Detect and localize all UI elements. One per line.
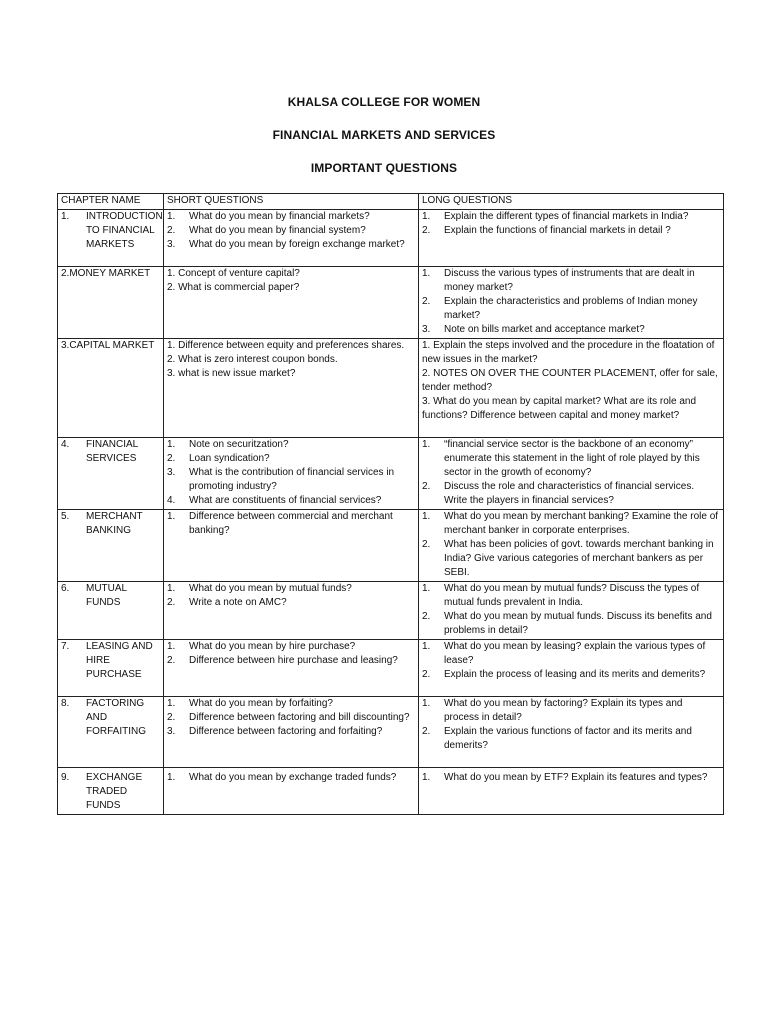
short-questions-cell [164,339,419,438]
long-questions-cell [419,267,724,339]
question-text: What do you mean by ETF? Explain its features and types? [444,772,708,783]
chapter-name [61,210,163,252]
question-text: What do you mean by mutual funds. Discuss its benefits and problems in detail? [444,611,712,636]
question-item [422,510,720,538]
question-number: 1. [422,511,431,522]
question-number: 3. [422,324,431,335]
question-number: 1. [422,268,431,279]
chapter-title: EXCHANGE TRADED FUNDS [86,772,143,811]
question-item [167,725,415,739]
question-text: What do you mean by hire purchase? [189,641,356,652]
chapter-number: 8. [61,698,70,709]
chapter-cell [58,210,164,267]
question-text: 1. Concept of venture capital? [167,268,300,279]
chapter-name [61,510,160,538]
question-text: What do you mean by financial system? [189,225,366,236]
table-row [58,339,724,438]
question-number: 2. [167,453,176,464]
chapter-title: MERCHANT BANKING [86,511,143,536]
short-questions-cell [164,582,419,640]
table-row [58,438,724,510]
question-text: What are constituents of financial services? [189,495,382,506]
question-item [167,452,415,466]
chapter-title: MUTUAL FUNDS [86,583,127,608]
chapter-number: 6. [61,583,70,594]
long-questions-cell [419,640,724,697]
question-number: 1. [422,698,431,709]
chapter-cell [58,582,164,640]
question-item [422,480,720,508]
chapter-title: INTRODUCTION TO FINANCIAL MARKETS [86,211,163,250]
chapter-number: 9. [61,772,70,783]
question-number: 1. [422,772,431,783]
question-text: 2. What is zero interest coupon bonds. [167,354,338,365]
long-questions-cell [419,438,724,510]
question-number: 2. [167,655,176,666]
chapter-number: 1. [61,211,70,222]
question-item [422,538,720,580]
table-row [58,697,724,768]
short-questions-cell [164,697,419,768]
question-text: Discuss the various types of instruments that are dealt in money market? [444,268,695,293]
question-item [422,438,720,480]
chapter-cell [58,697,164,768]
question-item [167,582,415,596]
question-item [167,224,415,238]
chapter-number: 4. [61,439,70,450]
question-text: Loan syndication? [189,453,270,464]
question-text: Note on securitzation? [189,439,289,450]
long-questions-cell [419,339,724,438]
question-text: Write a note on AMC? [189,597,287,608]
long-questions-cell [419,697,724,768]
question-number: 2. [422,669,431,680]
question-number: 1. [167,641,176,652]
chapter-name [61,771,160,813]
question-text: Difference between factoring and forfaiting? [189,726,383,737]
question-item [167,494,415,508]
chapter-title: 2.MONEY MARKET [61,268,151,279]
question-text: Explain the process of leasing and its merits and demerits? [444,669,706,680]
chapter-cell [58,267,164,339]
question-number: 1. [422,439,431,450]
question-number: 1. [167,698,176,709]
question-number: 2. [422,539,431,550]
question-item [422,725,720,753]
question-item [422,323,720,337]
question-item [422,697,720,725]
question-item [422,771,720,785]
question-number: 3. [167,467,176,478]
question-item [167,771,415,785]
question-item [167,466,415,494]
question-item [422,295,720,323]
short-questions-cell [164,438,419,510]
short-questions-cell [164,768,419,815]
question-text: Note on bills market and acceptance market? [444,324,645,335]
chapter-title: LEASING AND HIRE PURCHASE [86,641,153,680]
chapter-name [61,640,160,682]
table-header-row [58,194,724,210]
question-item [422,640,720,668]
question-item [167,438,415,452]
question-number: 1. [167,511,176,522]
question-text: What do you mean by mutual funds? Discuss the types of mutual funds prevalent in India. [444,583,700,608]
question-number: 2. [422,611,431,622]
chapter-name [61,438,160,466]
question-text: Difference between factoring and bill discounting? [189,712,410,723]
question-text: Difference between commercial and merchant banking? [189,511,393,536]
chapter-name [61,582,160,610]
question-number: 1. [422,641,431,652]
question-text: What do you mean by merchant banking? Examine the role of merchant banker in corporate enterprises. [444,511,719,536]
table-row [58,640,724,697]
question-number: 1. [167,583,176,594]
table-row [58,510,724,582]
column-header-chapter: CHAPTER NAME [58,194,164,210]
question-text: Difference between hire purchase and leasing? [189,655,398,666]
question-text: 2. NOTES ON OVER THE COUNTER PLACEMENT, offer for sale, tender method? [422,368,718,393]
question-text: Explain the various functions of factor and its merits and demerits? [444,726,692,751]
question-item [422,610,720,638]
long-questions-cell [419,210,724,267]
question-text: What has been policies of govt. towards merchant banking in India? Give various categories of merchant bankers as per SEBI. [444,539,714,578]
table-row [58,210,724,267]
question-item [422,582,720,610]
question-item [422,267,720,295]
long-questions-cell [419,582,724,640]
table-row [58,267,724,339]
question-number: 2. [167,712,176,723]
short-questions-cell [164,210,419,267]
question-text: What do you mean by financial markets? [189,211,370,222]
chapter-number: 7. [61,641,70,652]
question-item [422,668,720,682]
question-number: 2. [422,726,431,737]
chapter-number: 5. [61,511,70,522]
question-text: 3. what is new issue market? [167,368,296,379]
question-item [167,596,415,610]
chapter-name [61,697,160,739]
question-item [167,510,415,538]
chapter-cell [58,339,164,438]
question-text: 1. Explain the steps involved and the procedure in the floatation of new issues in the market? [422,340,715,365]
short-questions-cell [164,267,419,339]
question-number: 1. [167,772,176,783]
question-number: 1. [167,439,176,450]
short-questions-cell [164,510,419,582]
table-row [58,582,724,640]
page-title: IMPORTANT QUESTIONS [310,161,458,175]
question-text: Explain the different types of financial markets in India? [444,211,689,222]
question-item [167,640,415,654]
question-text: Explain the functions of financial markets in detail ? [444,225,671,236]
question-item [167,711,415,725]
question-text: What do you mean by mutual funds? [189,583,352,594]
question-number: 1. [422,583,431,594]
question-text: What is the contribution of financial services in promoting industry? [189,467,395,492]
subject-title: FINANCIAL MARKETS AND SERVICES [272,128,496,142]
question-number: 2. [167,225,176,236]
question-text: What do you mean by exchange traded funds? [189,772,397,783]
question-text: What do you mean by leasing? explain the various types of lease? [444,641,706,666]
question-item [422,224,720,238]
chapter-cell [58,640,164,697]
question-number: 2. [422,225,431,236]
college-name: KHALSA COLLEGE FOR WOMEN [287,95,481,109]
chapter-cell [58,768,164,815]
chapter-title: 3.CAPITAL MARKET [61,340,155,351]
table-row [58,768,724,815]
chapter-title: FINANCIAL SERVICES [86,439,138,464]
question-item [422,210,720,224]
column-header-long: LONG QUESTIONS [419,194,724,210]
chapter-title: FACTORING AND FORFAITING [86,698,146,737]
question-text: 2. What is commercial paper? [167,282,300,293]
question-text: Explain the characteristics and problems of Indian money market? [444,296,698,321]
question-text: 3. What do you mean by capital market? What are its role and functions? Difference between capital and money market? [422,396,697,421]
long-questions-cell [419,510,724,582]
chapter-cell [58,438,164,510]
question-number: 3. [167,239,176,250]
question-number: 3. [167,726,176,737]
question-number: 4. [167,495,176,506]
question-item [167,697,415,711]
question-text: What do you mean by forfaiting? [189,698,333,709]
questions-table [57,193,724,815]
question-item [167,210,415,224]
question-number: 2. [422,481,431,492]
question-text: 1. Difference between equity and preferences shares. [167,340,405,351]
question-number: 2. [422,296,431,307]
question-item [167,238,415,252]
question-text: Discuss the role and characteristics of financial services. Write the players in financial services? [444,481,695,506]
question-text: “financial service sector is the backbone of an economy” enumerate this statement in the light of role played by this sector in the growth of economy? [444,439,700,478]
long-questions-cell [419,768,724,815]
question-number: 1. [167,211,176,222]
chapter-cell [58,510,164,582]
column-header-short: SHORT QUESTIONS [164,194,419,210]
question-item [167,654,415,668]
short-questions-cell [164,640,419,697]
question-text: What do you mean by factoring? Explain its types and process in detail? [444,698,683,723]
question-number: 1. [422,211,431,222]
question-text: What do you mean by foreign exchange market? [189,239,405,250]
question-number: 2. [167,597,176,608]
